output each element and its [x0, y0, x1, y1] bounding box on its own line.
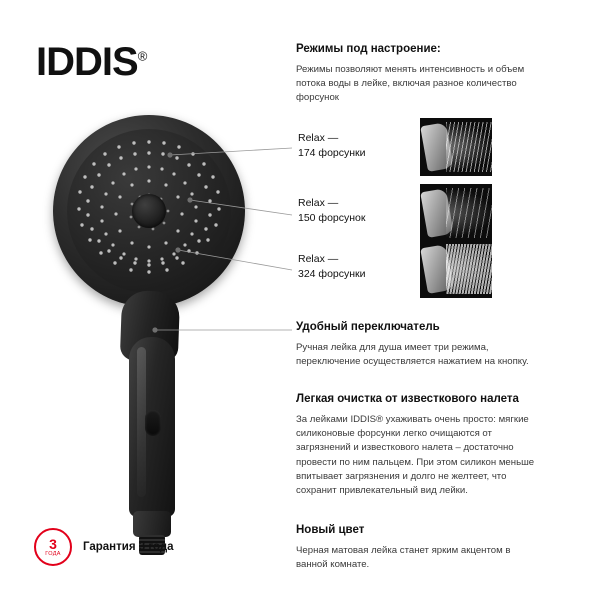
mode-3-line1: Relax —	[298, 253, 339, 265]
brand-logo	[36, 42, 146, 82]
modes-section	[296, 42, 544, 106]
warranty-number: 3	[49, 535, 57, 552]
product-image-shower-head	[45, 105, 275, 515]
shower-head-face	[67, 129, 231, 293]
color-description: Черная матовая лейка станет ярким акцентом в ванной комнате.	[296, 544, 511, 570]
water-jet-1	[446, 122, 492, 172]
shower-head-outer-ring	[53, 115, 245, 307]
mode-label-2	[298, 196, 366, 226]
mode-2-line1: Relax —	[298, 197, 339, 209]
mode-1-line2: 174 форсунки	[298, 147, 366, 160]
switch-description: Ручная лейка для душа имеет три режима, переключение осуществляется нажатием на кнопку.	[296, 341, 529, 367]
brand-logo-text: IDDIS	[36, 40, 138, 84]
mode-1-line1: Relax —	[298, 132, 339, 144]
mode-switch-button	[145, 410, 161, 436]
spray-photo-1	[420, 118, 492, 176]
spray-image-fine	[420, 118, 492, 176]
color-section	[296, 523, 536, 572]
mode-2-line2: 150 форсунок	[298, 212, 366, 225]
spray-image-medium	[420, 184, 492, 242]
warranty-unit: ГОДА	[45, 550, 61, 557]
water-jet-2	[446, 188, 492, 238]
mode-label-1	[298, 131, 366, 161]
cleaning-section	[296, 392, 548, 499]
modes-description: Режимы позволяют менять интенсивность и объем потока воды в лейке, включая разное количество форсунок	[296, 63, 525, 104]
color-heading: Новый цвет	[296, 524, 365, 536]
center-hub	[132, 194, 166, 228]
warranty-label: Гарантия 3 года	[83, 541, 174, 553]
modes-heading: Режимы под настроение:	[296, 43, 441, 55]
switch-section	[296, 320, 546, 369]
water-jet-3	[446, 244, 492, 294]
mode-label-3	[298, 252, 366, 282]
switch-heading: Удобный переключатель	[296, 321, 440, 333]
registered-mark: ®	[137, 48, 147, 64]
cleaning-description: За лейками IDDIS® ухаживать очень просто: мягкие силиконовые форсунки легко очищаются от загрязнений и известкового налета – достаточно провести по ним пальцем. При этом силикон меньше впитывает загрязнения и долго не желтеет, что сохранит привлекательный вид лейки.	[296, 413, 535, 497]
warranty-circle-icon	[34, 528, 72, 566]
spray-photo-3	[420, 240, 492, 298]
warranty-badge-group	[34, 528, 174, 566]
spray-photo-2	[420, 184, 492, 242]
spray-image-dense	[420, 240, 492, 298]
mode-3-line2: 324 форсунки	[298, 268, 366, 281]
cleaning-heading: Легкая очистка от известкового налета	[296, 393, 519, 405]
